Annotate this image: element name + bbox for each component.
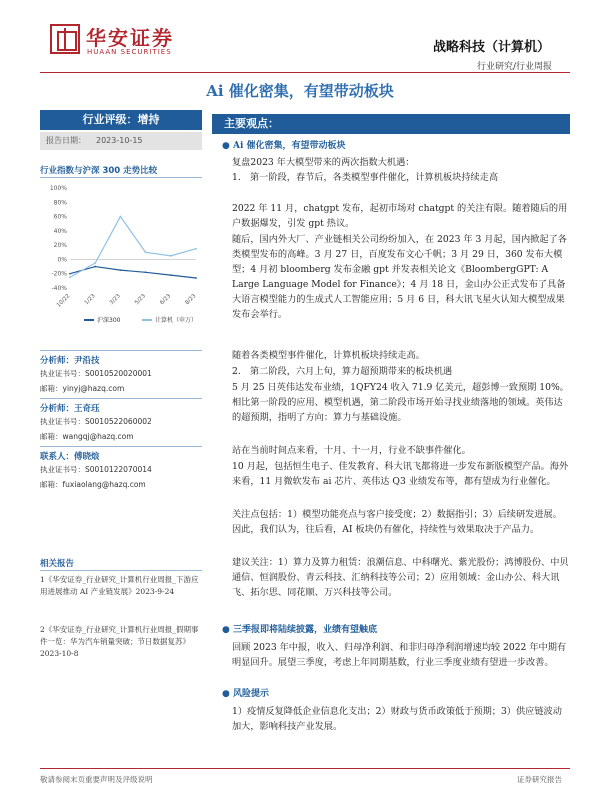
x-tick-label: 6/23 xyxy=(159,293,173,307)
series-point-1 xyxy=(69,276,71,278)
y-tick-label: 80% xyxy=(53,199,67,207)
section-1-title: ● Ai 催化密集，有望带动板块 xyxy=(222,141,346,151)
y-tick-label: 20% xyxy=(53,242,67,250)
series-point-0 xyxy=(145,271,147,273)
series-point-1 xyxy=(195,248,197,250)
series-point-1 xyxy=(145,251,147,253)
analyst-1-name: 分析师：尹沿技 xyxy=(40,356,100,366)
series-point-1 xyxy=(170,255,172,257)
contact-name: 联系人：傅晓烺 xyxy=(40,452,100,462)
section-2-title-text: 三季报即将陆续披露，业绩有望触底 xyxy=(233,625,378,635)
header-title: 战略科技（计算机） xyxy=(432,40,550,55)
industry-rating: 行业评级：增持 xyxy=(40,110,202,130)
analyst-2-license: 执业证书号：S0010522060002 xyxy=(40,417,152,426)
logo-text: 华安证券 xyxy=(86,26,174,50)
analyst-divider xyxy=(40,446,202,447)
page-title: Ai 催化密集，有望带动板块 xyxy=(206,82,394,100)
legend-label-0: 沪深300 xyxy=(97,317,121,324)
x-tick-label: 1/23 xyxy=(83,293,97,307)
x-tick-label: 5/23 xyxy=(134,293,148,307)
y-tick-label: -20% xyxy=(51,270,67,278)
series-line-0 xyxy=(70,267,196,278)
header-subtitle: 行业研究/行业周报 xyxy=(476,62,552,72)
related-report-1[interactable]: 1《华安证券_行业研究_计算机行业周报_下游应用进展推动 AI 产业链发展》2023-9-24 xyxy=(40,575,199,596)
paragraph-7: 5 月 25 日英伟达发布业绩，1QFY24 收入 71.9 亿美元，超彭博一致预期 10%。相比第一阶段的应用、模型机遇，第二阶段市场开始寻找业绩落地的领域。英伟达的超预期，指明了方向：算力与基础设施。 xyxy=(232,382,569,423)
paragraph-4: 随后，国内外大厂、产业链相关公司纷纷加入，在 2023 年 3 月起，国内掀起了各类模型发布的高峰。3 月 27 日，百度发布文心千帆；3 月 29 日，360 发布大模型；4 月初 bloomberg 发布金融 gpt 并发表相关论文《BloombergGPT: A Large Language Model for Finance》；4 月 18 日，金山办公正式发布了具备大语言模型能力的生成式人工智能应用；5 月 6 日，科大讯飞星火认知大模型成果发布会举行。 xyxy=(232,234,567,320)
key-points-header: 主要观点： xyxy=(212,114,570,134)
paragraph-5: 随着各类模型事件催化，计算机板块持续走高。 xyxy=(232,350,425,361)
section-3-title: ● 风险提示 xyxy=(222,689,270,699)
section-2-title: ● 三季报即将陆续披露，业绩有望触底 xyxy=(222,625,378,635)
y-tick-label: 40% xyxy=(53,227,67,235)
x-tick-label: 3/23 xyxy=(108,293,122,307)
related-divider xyxy=(40,570,202,571)
contact-email[interactable]: 邮箱：fuxiaolang@hazq.com xyxy=(40,480,146,489)
footer-label: 证券研究报告 xyxy=(517,775,562,784)
paragraph-13: 1）疫情反复降低企业信息化支出；2）财政与货币政策低于预期；3）供应链波动加大，影响科技产业发展。 xyxy=(232,706,562,732)
series-point-0 xyxy=(94,266,96,268)
footer-disclaimer[interactable]: 敬请参阅末页重要声明及评级说明 xyxy=(40,775,153,784)
analyst-2-name: 分析师：王奇珏 xyxy=(40,404,100,414)
report-date-row xyxy=(40,132,202,150)
y-tick-label: 60% xyxy=(53,213,67,221)
analyst-1-license: 执业证书号：S0010520020001 xyxy=(40,369,152,378)
series-point-0 xyxy=(195,277,197,279)
y-tick-label: 0% xyxy=(57,256,67,264)
legend-label-1: 计算机（申万） xyxy=(155,317,198,324)
series-point-0 xyxy=(69,273,71,275)
related-reports-title: 相关报告 xyxy=(40,559,75,569)
analyst-divider xyxy=(40,398,202,399)
paragraph-3: 2022 年 11 月，chatgpt 发布，起初市场对 chatgpt 的关注有限。随着随后的用户数据爆发，引发 gpt 热议。 xyxy=(232,203,568,229)
report-date-label: 报告日期： xyxy=(46,136,86,145)
section-3-title-text: 风险提示 xyxy=(233,689,270,699)
y-tick-label: -40% xyxy=(51,285,67,292)
analyst-2-email[interactable]: 邮箱：wangqj@hazq.com xyxy=(40,432,134,441)
logo-english: HUAAN SECURITIES xyxy=(87,48,172,56)
analyst-divider xyxy=(40,350,202,351)
logo-icon xyxy=(50,24,80,54)
x-tick-label: 10/22 xyxy=(55,293,72,309)
series-point-0 xyxy=(170,274,172,276)
chart-title: 行业指数与沪深 300 走势比较 xyxy=(40,166,158,176)
series-point-1 xyxy=(94,262,96,264)
paragraph-8: 站在当前时间点来看，十月、十一月，行业不缺事件催化。 xyxy=(232,445,471,456)
y-tick-label: 100% xyxy=(49,185,67,192)
index-comparison-chart xyxy=(40,180,202,330)
chart-title-divider xyxy=(40,177,202,178)
x-tick-label: 8/23 xyxy=(184,293,198,307)
paragraph-1: 复盘2023 年大模型带来的两次指数大机遇： xyxy=(232,157,415,168)
related-report-2[interactable]: 2《华安证券_行业研究_计算机行业周报_假期事件一览：华为汽车销量突破；节日数据复苏》2023-10-8 xyxy=(40,625,199,658)
contact-license: 执业证书号：S0010122070014 xyxy=(40,465,152,474)
paragraph-10: 关注点包括：1）模型功能亮点与客户接受度；2）数据指引；3）后续研发进展。因此，我们认为，往后看，AI 板块仍有催化，持续性与效果取决于产品力。 xyxy=(232,509,562,535)
report-date-value: 2023-10-15 xyxy=(96,136,143,145)
footer-divider xyxy=(40,768,570,769)
paragraph-2: 1. 第一阶段，春节后，各类模型事件催化，计算机板块持续走高 xyxy=(232,172,499,183)
analyst-1-email[interactable]: 邮箱：yinyj@hazq.com xyxy=(40,384,125,393)
paragraph-11: 建议关注：1）算力及算力租赁：浪潮信息、中科曙光、紫光股份；鸿博股份、中贝通信、恒润股份、青云科技、汇纳科技等公司；2）应用领域：金山办公、科大讯飞、拓尔思、同花顺、万兴科技等公司。 xyxy=(232,557,569,598)
series-point-0 xyxy=(120,269,122,271)
header-divider xyxy=(40,72,570,73)
paragraph-12: 回顾 2023 年中报，收入、归母净利润、和非归母净利润增速均较 2022 年中期有明显回升。展望三季度，考虑上年同期基数，行业三季度业绩有望进一步改善。 xyxy=(232,642,567,668)
paragraph-9: 10 月起，包括恒生电子、佳发教育、科大讯飞都将进一步发布新版模型产品。海外来看，11 月微软发布 ai 芯片、英伟达 Q3 业绩发布等，都有望成为行业催化。 xyxy=(232,461,569,487)
paragraph-6: 2. 第二阶段，六月上旬，算力超预期带来的板块机遇 xyxy=(232,366,453,377)
section-1-title-text: Ai 催化密集，有望带动板块 xyxy=(233,141,346,151)
series-point-1 xyxy=(120,216,122,218)
